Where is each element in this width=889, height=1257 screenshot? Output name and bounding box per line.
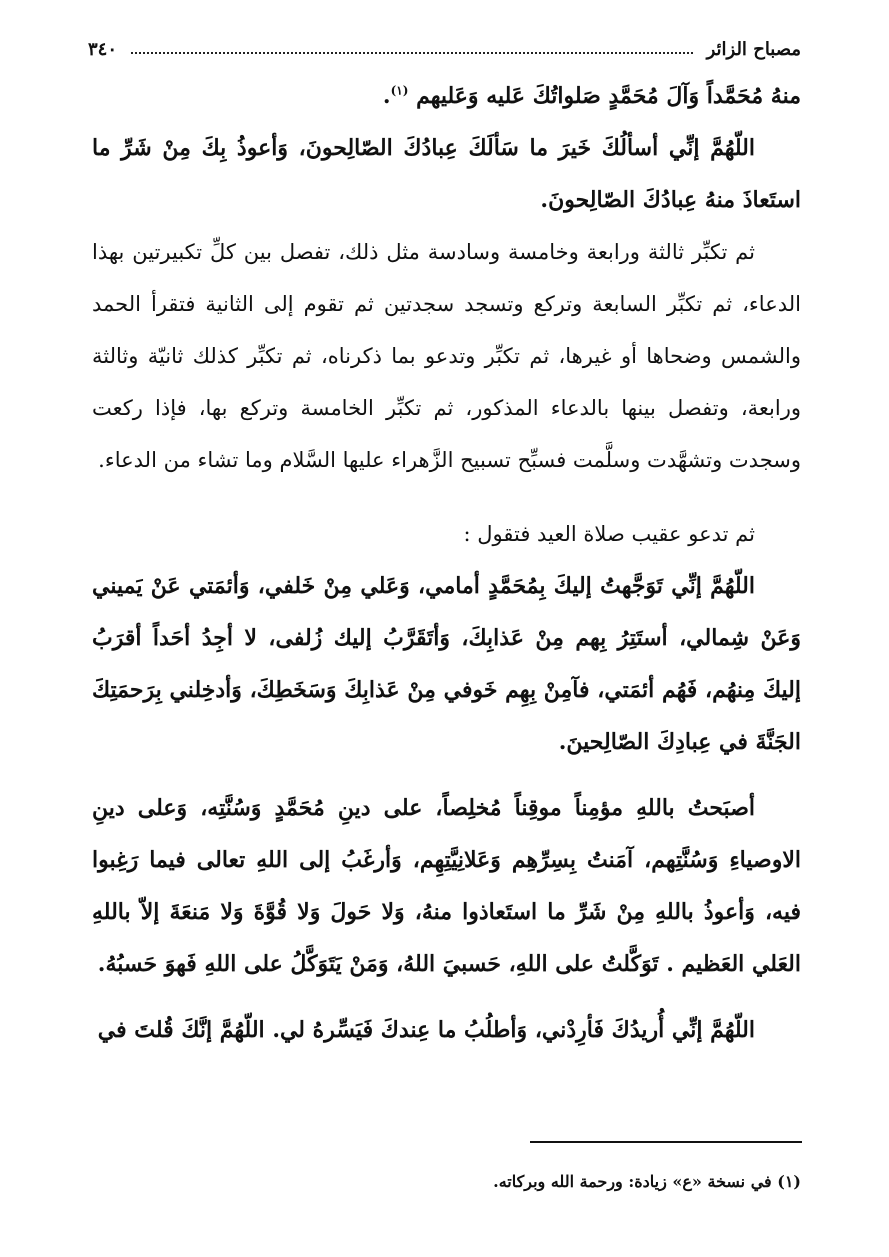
footnote-divider <box>530 1141 802 1143</box>
prayer-paragraph: اللّهُمَّ إنِّي تَوَجَّهتُ إليكَ بِمُحَمَّدٍ أمامي، وَعَلي مِنْ خَلفي، وَأئمَتي عَنْ يَميني وَعَنْ شِمالي، أستَتِرُ بِهم مِنْ عَذابِكَ، وَأتَقَرَّبُ إليك زُلفى، لا أجِدُ أحَداً أقرَبُ إليكَ مِنهُم، فَهُم أئمَتي، فآمِنْ بِهِم خَوفي مِنْ عَذابِكَ وَسَخَطِكَ، وَأدخِلني بِرَحمَتِكَ الجَنَّةَ في عِبادِكَ الصّالِحينَ. <box>92 573 801 755</box>
prayer-paragraph: أصبَحتُ باللهِ مؤمِناً موقِناً مُخلِصاً، على دينِ مُحَمَّدٍ وَسُنَّتِه، وَعلى دينِ الاوصياءِ وَسُنَّتِهم، آمَنتُ بِسِرِّهِم وَعَلانِيَّتِهِم، وَأرغَبُ إلى اللهِ تعالى فيما رَغِبوا فيه، وَأعوذُ باللهِ مِنْ شَرِّ ما استَعاذوا منهُ، وَلا حَولَ وَلا قُوَّةَ وَلا مَنعَةَ إلاّ باللهِ العَلي العَظيم . تَوَكَّلتُ على اللهِ، حَسبيَ اللهُ، وَمَنْ يَتَوَكَّلُ على اللهِ فَهوَ حَسبُهُ. <box>92 795 801 977</box>
page-header <box>88 32 801 66</box>
instruction-paragraph: ثم تدعو عقيب صلاة العيد فتقول : <box>463 522 755 546</box>
header-leader-dots <box>131 51 693 54</box>
instruction-paragraph: ثم تكبِّر ثالثة ورابعة وخامسة وسادسة مثل ذلك، تفصل بين كلِّ تكبيرتين بهذا الدعاء، ثم تكبِّر السابعة وتركع وتسجد سجدتين ثم تقوم إلى الثانية فتقرأ الحمد والشمس وضحاها أو غيرها، ثم تكبِّر وتدعو بما ذكرناه، ثم تكبِّر كذلك ثانيّة وثالثة ورابعة، وتفصل بينها بالدعاء المذكور، ثم تكبِّر الخامسة وتركع بها، فإذا ركعت وسجدت وتشهَّدت وسلَّمت فسبِّح تسبيح الزَّهراء عليها السَّلام وما تشاء من الدعاء. <box>92 240 801 472</box>
running-title: مصباح الزائر <box>706 38 801 60</box>
prayer-paragraph: اللّهُمَّ إنِّي أسألُكَ خَيرَ ما سَألَكَ عِبادُكَ الصّالِحونَ، وَأعوذُ بِكَ مِنْ شَرِّ ما استَعاذَ منهُ عِبادُكَ الصّالِحونَ. <box>92 135 801 213</box>
page-number: ٣٤٠ <box>88 38 118 60</box>
page-body <box>92 70 801 1056</box>
prayer-paragraph: اللّهُمَّ إنِّي أُريدُكَ فَأرِدْني، وَأطلُبُ ما عِندكَ فَيَسِّرهُ لي. اللّهُمَّ إنَّكَ قُلتَ في <box>97 1017 755 1043</box>
footnote-marker: (١) <box>390 83 409 98</box>
footnote: (١) في نسخة «ع» زيادة: ورحمة الله وبركاته. <box>493 1172 801 1191</box>
prayer-paragraph: منهُ مُحَمَّداً وَآلَ مُحَمَّدٍ صَلواتُكَ عَليه وَعَليهم $^{(١)}$. <box>382 83 801 109</box>
